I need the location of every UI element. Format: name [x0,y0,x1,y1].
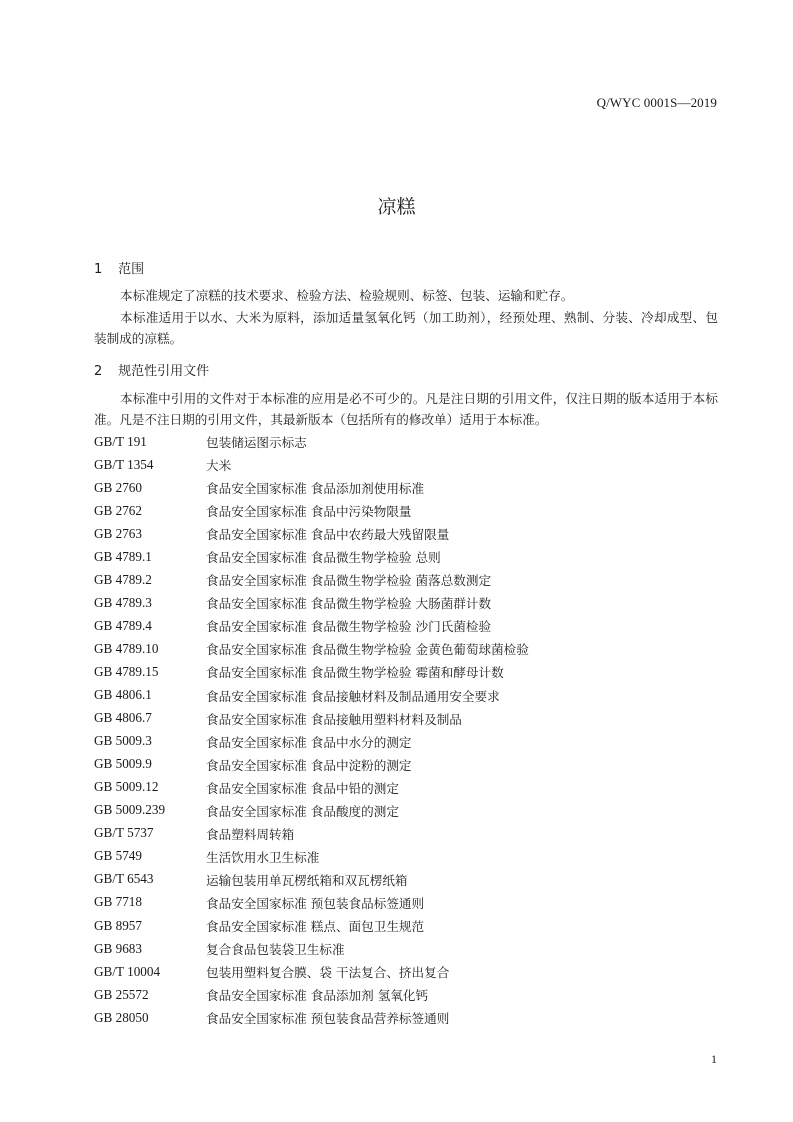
reference-item [94,453,714,476]
reference-item [94,684,714,707]
reference-item [94,799,714,822]
reference-name: 生活饮用水卫生标准 [206,849,320,865]
reference-name: 食品安全国家标准 食品添加剂 氢氧化钙 [206,988,429,1004]
paragraph: 本标准规定了凉糕的技术要求、检验方法、检验规则、标签、包装、运输和贮存。 [120,288,574,303]
reference-code: GB 4789.4 [94,617,152,633]
reference-code: GB 5749 [94,848,142,864]
reference-code: GB 5009.12 [94,779,159,795]
reference-item [94,868,714,891]
reference-name: 食品安全国家标准 食品酸度的测定 [206,803,399,819]
reference-code: GB 7718 [94,894,142,910]
reference-code: GB 2762 [94,502,142,518]
reference-name: 运输包装用单瓦楞纸箱和双瓦楞纸箱 [206,872,408,888]
reference-code: GB 4806.1 [94,687,152,703]
reference-list [94,430,714,1029]
reference-code: GB 5009.239 [94,802,166,818]
reference-code: GB 4789.3 [94,594,152,610]
reference-code: GB 4789.15 [94,663,159,679]
reference-item [94,430,714,453]
reference-name: 食品安全国家标准 食品中淀粉的测定 [206,757,412,773]
page-number: 1 [711,1052,717,1066]
reference-item [94,591,714,614]
reference-item [94,637,714,660]
reference-code: GB 4789.2 [94,571,152,587]
reference-item [94,937,714,960]
reference-item [94,776,714,799]
reference-name: 食品安全国家标准 食品添加剂使用标准 [206,481,425,497]
section-heading-scope [94,258,144,277]
section-number: 2 [94,364,103,379]
reference-item [94,707,714,730]
reference-name: 食品安全国家标准 食品微生物学检验 沙门氏菌检验 [206,619,492,635]
reference-name: 食品安全国家标准 食品接触用塑料材料及制品 [206,711,462,727]
reference-code: GB/T 10004 [94,963,161,979]
section-heading-normative-references [94,360,209,379]
reference-item [94,614,714,637]
reference-name: 食品塑料周转箱 [206,826,295,842]
reference-code: GB/T 1354 [94,456,154,472]
reference-code: GB 5009.3 [94,733,152,749]
reference-name: 食品安全国家标准 食品中铅的测定 [206,780,399,796]
reference-code: GB 25572 [94,986,149,1002]
reference-name: 食品安全国家标准 食品微生物学检验 霉菌和酵母计数 [206,665,504,681]
reference-code: GB/T 5737 [94,825,154,841]
reference-name: 包装用塑料复合膜、袋 干法复合、挤出复合 [206,965,450,981]
reference-item [94,476,714,499]
reference-item [94,822,714,845]
reference-code: GB 2763 [94,525,142,541]
reference-name: 复合食品包装袋卫生标准 [206,942,345,958]
reference-name: 食品安全国家标准 食品中污染物限量 [206,504,412,520]
reference-code: GB 9683 [94,940,142,956]
reference-item [94,499,714,522]
reference-name: 食品安全国家标准 食品微生物学检验 金黄色葡萄球菌检验 [206,642,529,658]
reference-name: 食品安全国家标准 食品中水分的测定 [206,734,412,750]
reference-item [94,960,714,983]
reference-name: 食品安全国家标准 糕点、面包卫生规范 [206,919,425,934]
document-title: 凉糕 [377,195,416,218]
reference-item [94,1006,714,1029]
reference-name: 食品安全国家标准 食品微生物学检验 总则 [206,550,441,566]
reference-item [94,983,714,1006]
reference-name: 食品安全国家标准 预包装食品标签通则 [206,895,425,911]
reference-item [94,545,714,568]
reference-code: GB 28050 [94,1009,149,1025]
reference-code: GB/T 6543 [94,871,154,887]
section-title: 范围 [118,262,145,277]
reference-name: 食品安全国家标准 食品微生物学检验 大肠菌群计数 [206,596,492,612]
reference-code: GB 5009.9 [94,756,152,772]
paragraph: 本标准中引用的文件对于本标准的应用是必不可少的。凡是注日期的引用文件，仅注日期的版本适用于本标准。凡是不注日期的引用文件，其最新版本（包括所有的修改单）适用于本标准。 [94,391,718,427]
reference-name: 食品安全国家标准 食品中农药最大残留限量 [206,527,450,543]
reference-name: 大米 [206,458,232,474]
reference-code: GB 4806.7 [94,710,152,726]
reference-code: GB 4789.1 [94,548,152,564]
section-title: 规范性引用文件 [118,364,210,379]
reference-item [94,753,714,776]
reference-item [94,730,714,753]
reference-item [94,845,714,868]
paragraph: 本标准适用于以水、大米为原料，添加适量氢氧化钙（加工助剂），经预处理、熟制、分装、冷却成型、包装制成的凉糕。 [94,310,718,346]
reference-code: GB/T 191 [94,433,147,449]
reference-item [94,660,714,683]
reference-item [94,914,714,937]
reference-item [94,568,714,591]
reference-item [94,891,714,914]
reference-code: GB 8957 [94,917,142,933]
reference-name: 食品安全国家标准 预包装食品营养标签通则 [206,1011,450,1027]
reference-name: 食品安全国家标准 食品微生物学检验 菌落总数测定 [206,573,492,589]
reference-item [94,522,714,545]
document-code: Q/WYC 0001S—2019 [596,95,717,110]
section-number: 1 [94,262,103,277]
reference-name: 食品安全国家标准 食品接触材料及制品通用安全要求 [206,688,500,704]
reference-code: GB 2760 [94,479,142,495]
reference-name: 包装储运图示标志 [206,435,307,451]
reference-code: GB 4789.10 [94,640,159,656]
